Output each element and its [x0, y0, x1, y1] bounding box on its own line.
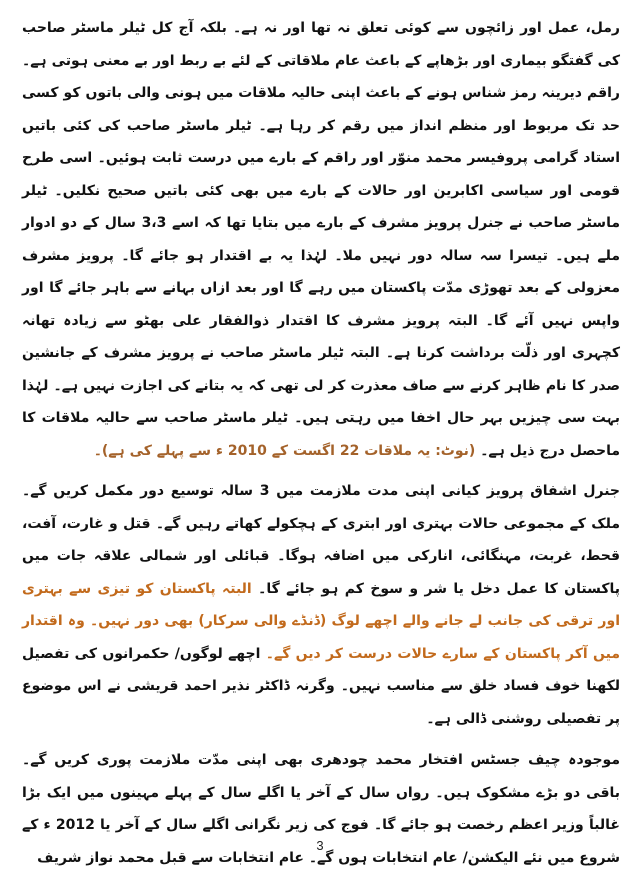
- paragraph-3: [22, 744, 620, 874]
- paragraph-2-text-a: جنرل اشفاق پرویز کیانی اپنی مدت ملازمت میں 3 سالہ توسیع دور مکمل کریں گے۔ ملک کے مجموعی حالات بہتری اور ابتری کے ہچکولے کھاتے رہیں گے۔ قتل و غارت، آفت، قحط، غربت، مہنگائی، انارکی میں اضافہ ہوگا۔ قبائلی اور شمالی علاقہ جات میں پاکستان کا عمل دخل یا شر و سوخ کم ہو جائے گا۔: [22, 483, 621, 597]
- paragraph-2-text-b: اچھے لوگوں/ حکمرانوں کی تفصیل لکھنا خوف فساد خلق سے مناسب نہیں۔ وگرنہ ڈاکٹر نذیر احمد قریشی نے اس موضوع پر تفصیلی روشنی ڈالی ہے۔: [22, 645, 620, 727]
- paragraph-3-text: موجودہ چیف جسٹس افتخار محمد چودھری بھی اپنی مدّت ملازمت پوری کریں گے۔ باقی دو بڑے مشکوک ہیں۔ رواں سال کے آخر یا اگلے سال کے پہلے مہینوں میں ایک بڑا غالباً وزیر اعظم رخصت ہو جائے گا۔ فوج کی زیر نگرانی اگلے سال کے آخر یا 2012 ء کے شروع میں نئے الیکشن/ عام انتخابات ہوں گے۔ عام انتخابات سے قبل محمد نواز شریف: [22, 752, 620, 866]
- page-number: 3: [316, 838, 324, 853]
- paragraph-gap: [22, 467, 620, 475]
- paragraph-1-text: رمل، عمل اور زائچوں سے کوئی تعلق نہ تھا اور نہ ہے۔ بلکہ آج کل ٹیلر ماسٹر صاحب کی گفتگو بیماری اور بڑھاپے کے باعث عام ملاقاتی کے لئے بے ربط اور بے معنی ہوتی ہے۔ راقم دیرینہ رمز شناس ہونے کے باعث اپنی حالیہ ملاقات میں ہونی والی باتوں کو کسی حد تک مربوط اور منظم انداز میں رقم کر رہا ہے۔ ٹیلر ماسٹر صاحب کی کئی باتیں استاد گرامی پروفیسر محمد منوّر اور راقم کے بارے میں درست ثابت ہوئیں۔ اسی طرح قومی اور سیاسی اکابرین اور حالات کے بارے میں بھی کئی باتیں صحیح نکلیں۔ ٹیلر ماسٹر صاحب نے جنرل پرویز مشرف کے بارے میں بتایا تھا کہ اسے 3،3 سال کے دو ادوار ملے ہیں۔ تیسرا سہ سالہ دور نہیں ملا۔ لہٰذا یہ بے اقتدار ہو جائے گا۔ پرویز مشرف معزولی کے بعد تھوڑی مدّت پاکستان میں رہے گا اور بعد ازاں بہانے سے باہر جائے گا اور واپس نہیں آئے گا۔ البتہ پرویز مشرف کا اقتدار ذوالفقار علی بھٹو سے زیادہ تھانہ کچہری اور ذلّت برداشت کرنا ہے۔ البتہ ٹیلر ماسٹر صاحب نے پرویز مشرف کے جانشین صدر کا نام ظاہر کرنے سے صاف معذرت کر لی تھی کہ یہ بتانے کی اجازت نہیں ہے۔ لہٰذا بہت سی چیزیں بہر حال اخفا میں رہتی ہیں۔ ٹیلر ماسٹر صاحب سے حالیہ ملاقات کا ماحصل درج ذیل ہے۔: [22, 20, 621, 459]
- paragraph-2-highlight: البتہ پاکستان کو تیزی سے بہتری اور ترقی کی جانب لے جانے والے اچھے لوگ (ڈنڈے والی سرکار) بھی دور نہیں۔ وہ اقتدار میں آکر پاکستان کے سارے حالات درست کر دیں گے۔: [22, 580, 621, 662]
- paragraph-1: [22, 12, 620, 467]
- document-body: [22, 12, 620, 874]
- paragraph-1-note: (نوٹ: یہ ملاقات 22 اگست کے 2010 ء سے پہلے کی ہے)۔: [93, 442, 476, 459]
- paragraph-2: [22, 475, 620, 735]
